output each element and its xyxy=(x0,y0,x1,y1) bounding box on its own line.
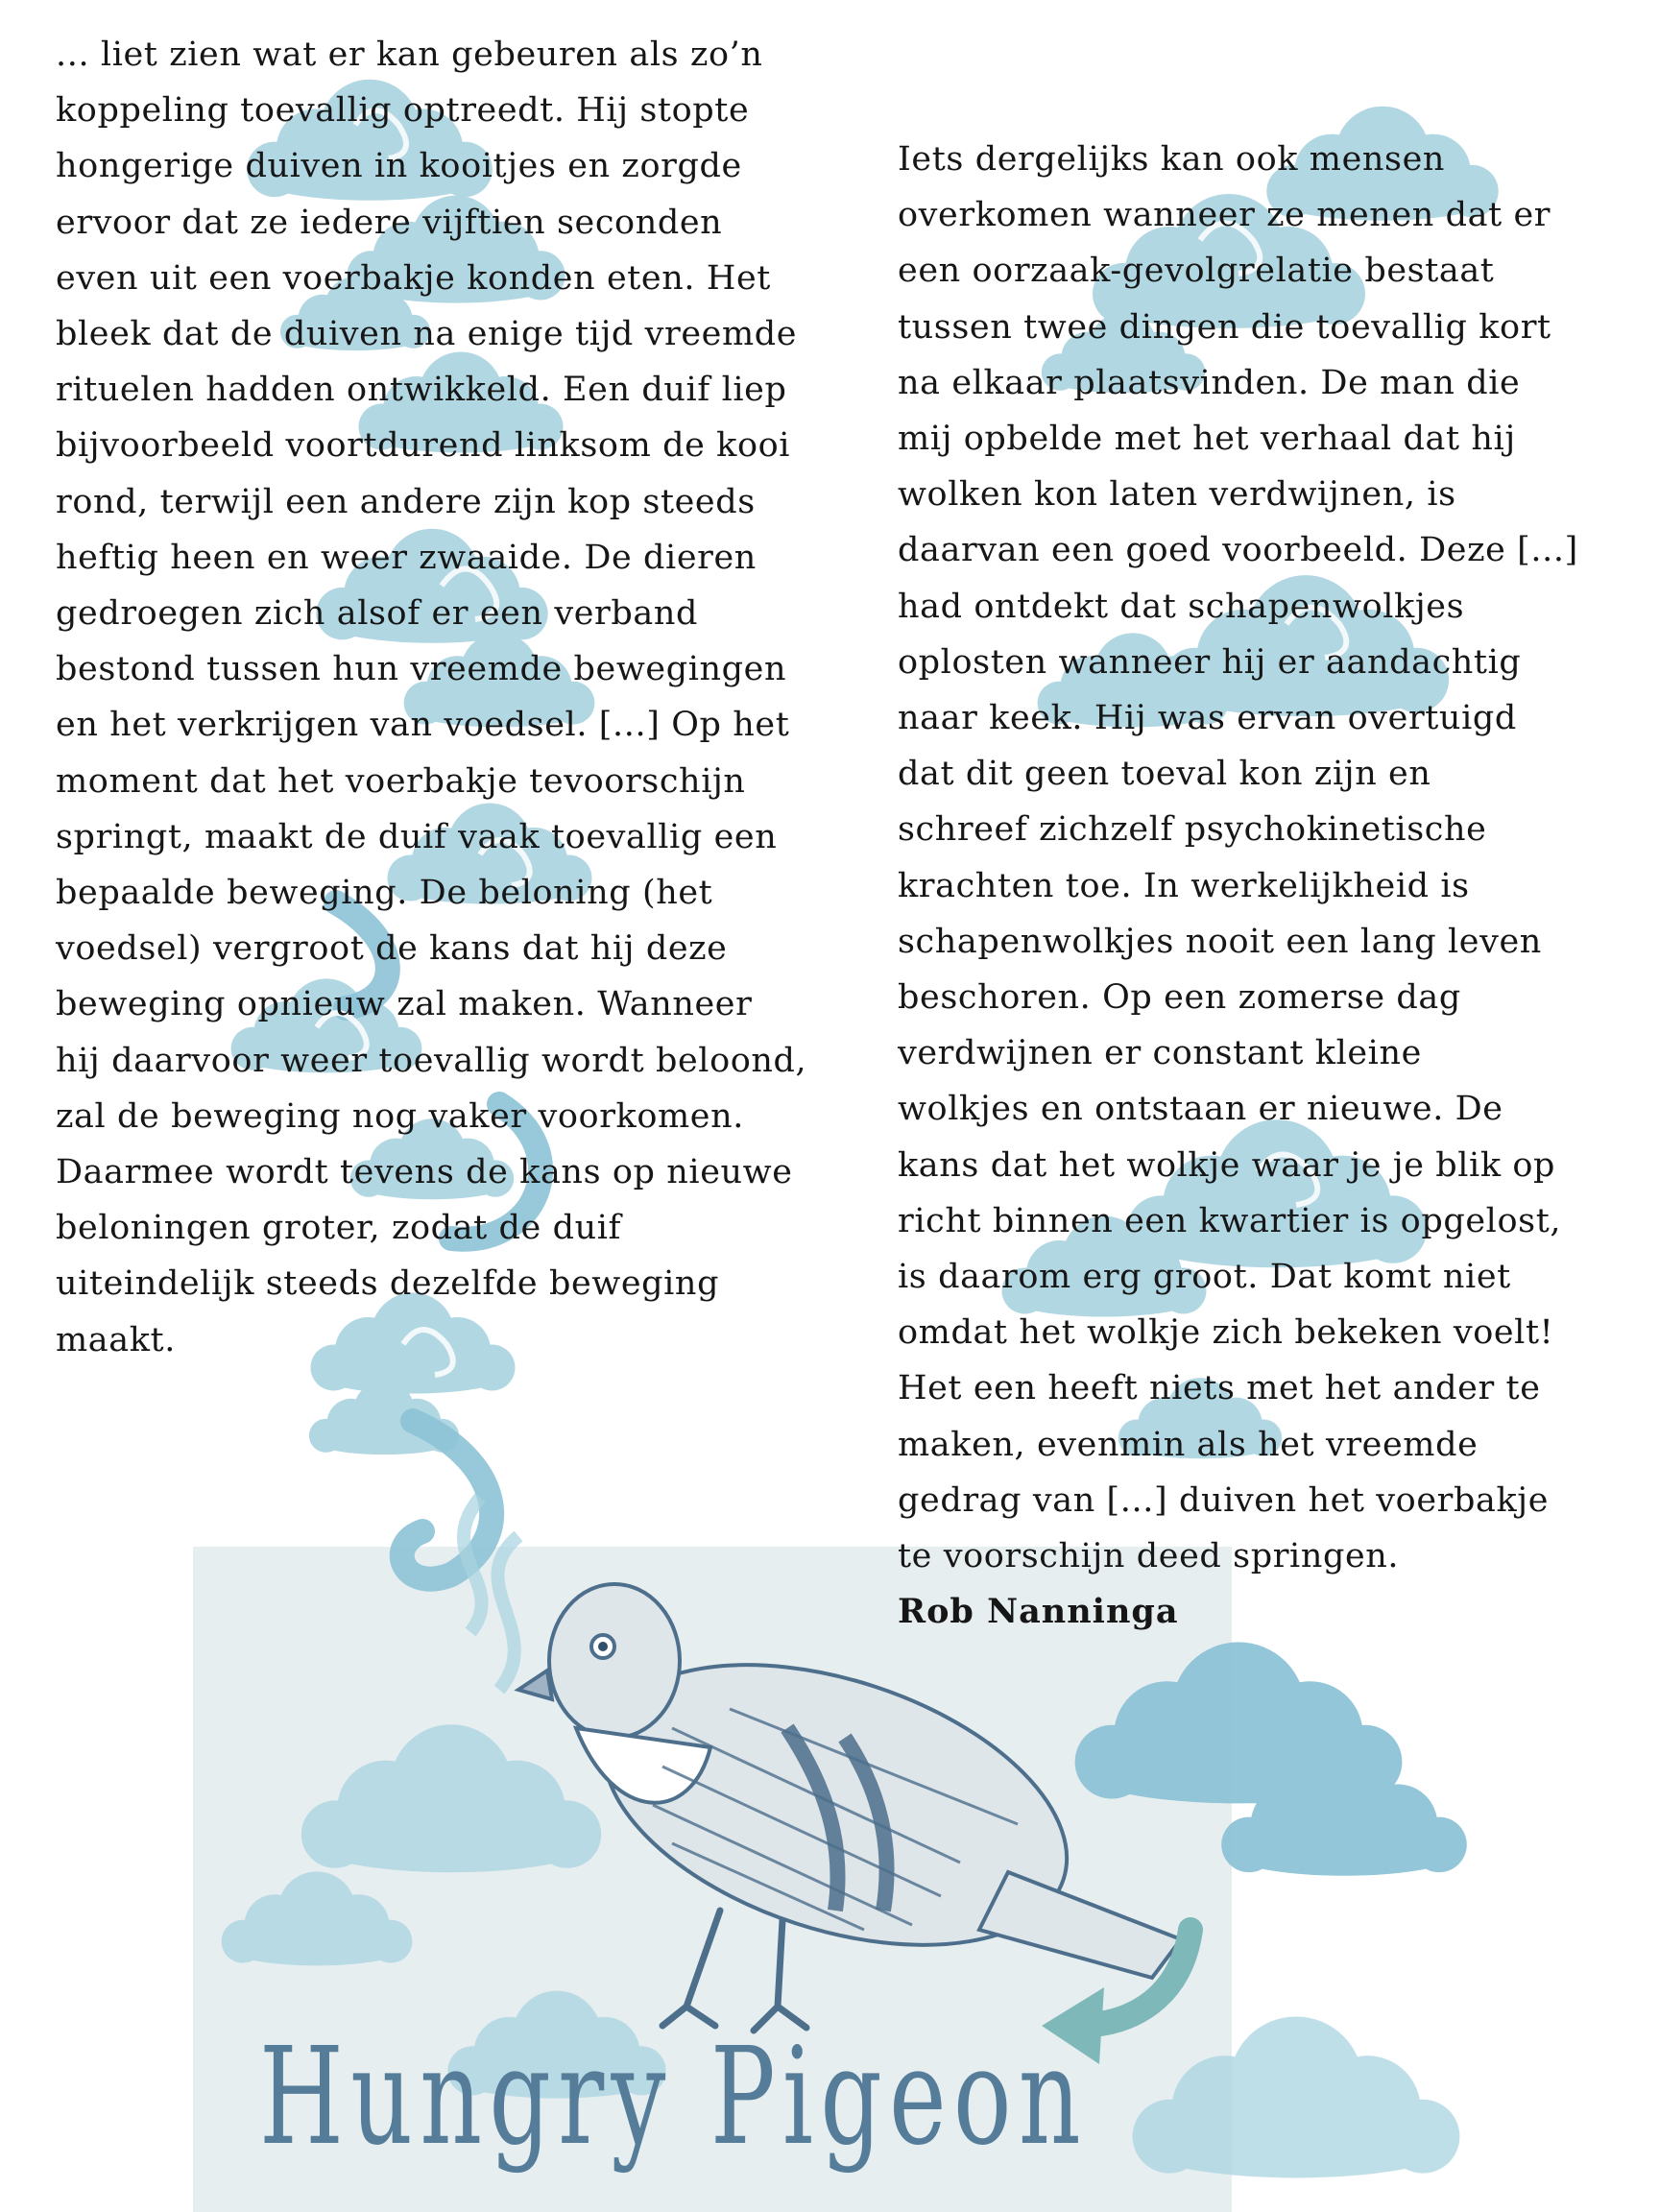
article-line: koppeling toevallig optreedt. Hij stopte xyxy=(56,91,750,131)
article-line: schapenwolkjes nooit een lang leven xyxy=(898,922,1542,961)
article-line: bijvoorbeeld voortdurend linksom de kooi xyxy=(56,426,791,466)
article-line: ... liet zien wat er kan gebeuren als zo’n xyxy=(56,36,763,74)
article-line: gedroegen zich alsof er een verband xyxy=(56,594,698,634)
article-line: maakt. xyxy=(56,1320,176,1359)
article-line: heftig heen en weer zwaaide. De dieren xyxy=(56,538,757,577)
article-line: springt, maakt de duif vaak toevallig een xyxy=(56,817,778,856)
article-line: wolken kon laten verdwijnen, is xyxy=(898,475,1456,515)
article-line: oplosten wanneer hij er aandachtig xyxy=(898,642,1522,682)
article-line: gedrag van [...] duiven het voerbakje xyxy=(898,1480,1550,1520)
article-line: dat dit geen toeval kon zijn en xyxy=(898,755,1431,794)
article-line: Iets dergelijks kan ook mensen xyxy=(898,140,1446,179)
article-line: zal de beweging nog vaker voorkomen. xyxy=(56,1096,744,1136)
article-line: schreef zichzelf psychokinetische xyxy=(898,810,1487,850)
article-left-column xyxy=(56,27,872,1368)
article-line: bestond tussen hun vreemde bewegingen xyxy=(56,650,787,689)
article-line: even uit een voerbakje konden eten. Het xyxy=(56,258,771,298)
article-line: tussen twee dingen die toevallig kort xyxy=(898,307,1551,347)
article-line: mij opbelde met het verhaal dat hij xyxy=(898,420,1516,459)
article-author: Rob Nanninga xyxy=(898,1592,1179,1632)
article-line: richt binnen een kwartier is opgelost, xyxy=(898,1201,1562,1240)
article-line: bleek dat de duiven na enige tijd vreemde xyxy=(56,315,798,354)
article-line: beloningen groter, zodat de duif xyxy=(56,1209,622,1248)
article-line: rond, terwijl een andere zijn kop steeds xyxy=(56,482,756,521)
article-line: omdat het wolkje zich bekeken voelt! xyxy=(898,1313,1554,1353)
article-line: had ontdekt dat schapenwolkjes xyxy=(898,587,1465,626)
article-line: een oorzaak-gevolgrelatie bestaat xyxy=(898,252,1495,291)
article-line: Het een heeft niets met het ander te xyxy=(898,1369,1541,1408)
article-line: is daarom erg groot. Dat komt niet xyxy=(898,1258,1511,1297)
article-line: kans dat het wolkje waar je je blik op xyxy=(898,1145,1556,1185)
article-line: hongerige duiven in kooitjes en zorgde xyxy=(56,147,742,186)
article-line: uiteindelijk steeds dezelfde beweging xyxy=(56,1264,720,1304)
article-line: ervoor dat ze iedere vijftien seconden xyxy=(56,203,723,242)
article-line: bepaalde beweging. De beloning (het xyxy=(56,874,713,913)
article-line: maken, evenmin als het vreemde xyxy=(898,1425,1479,1464)
article-line: wolkjes en ontstaan er nieuwe. De xyxy=(898,1090,1503,1129)
article-line: daarvan een goed voorbeeld. Deze [...] xyxy=(898,531,1578,570)
artwork-title: Hungry Pigeon xyxy=(259,2019,1088,2176)
article-line: voedsel) vergroot de kans dat hij deze xyxy=(56,929,728,969)
article-line: overkomen wanneer ze menen dat er xyxy=(898,196,1551,235)
article-line: Daarmee wordt tevens de kans op nieuwe xyxy=(56,1153,793,1192)
article-line: na elkaar plaatsvinden. De man die xyxy=(898,363,1521,402)
article-line: beschoren. Op een zomerse dag xyxy=(898,978,1461,1018)
article-line: rituelen hadden ontwikkeld. Een duif liep xyxy=(56,371,787,410)
article-right-column xyxy=(898,132,1637,1640)
article-line: hij daarvoor weer toevallig wordt beloond, xyxy=(56,1041,807,1080)
article-line: naar keek. Hij was ervan overtuigd xyxy=(898,699,1517,738)
article-line: moment dat het voerbakje tevoorschijn xyxy=(56,761,746,801)
article-line: te voorschijn deed springen. xyxy=(898,1537,1400,1576)
article-line: krachten toe. In werkelijkheid is xyxy=(898,866,1470,905)
article-line: beweging opnieuw zal maken. Wanneer xyxy=(56,985,753,1024)
article-line: verdwijnen er constant kleine xyxy=(898,1034,1422,1073)
article-line: en het verkrijgen van voedsel. [...] Op het xyxy=(56,706,790,745)
